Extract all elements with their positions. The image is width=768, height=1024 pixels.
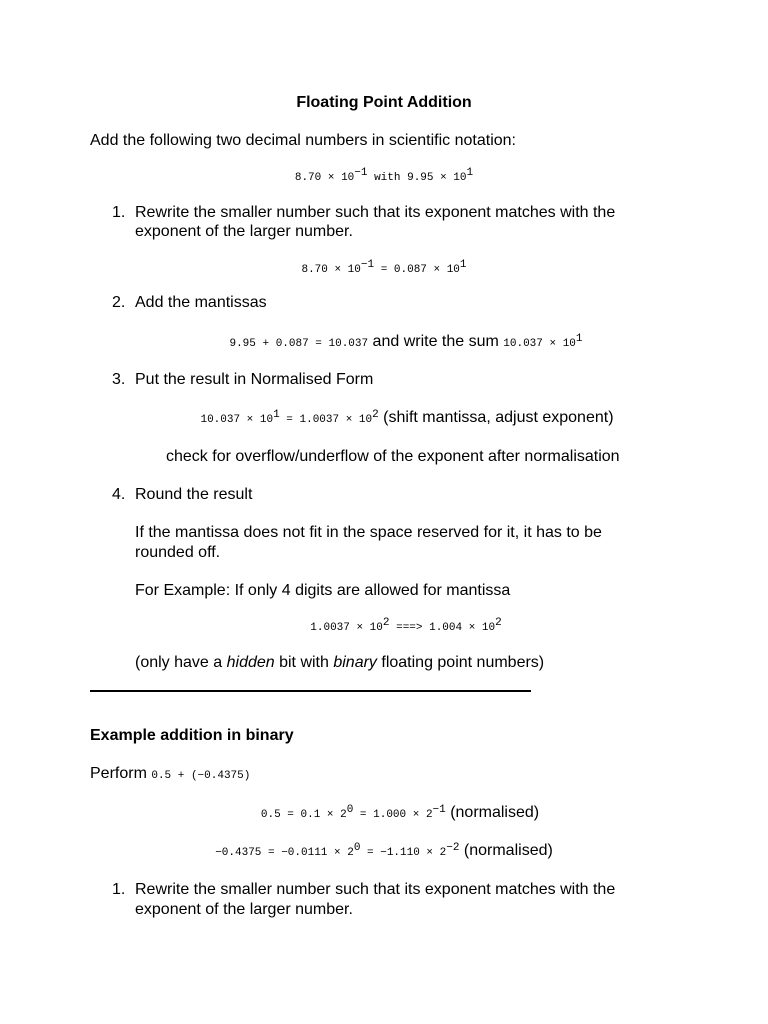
step-2-text: Add the mantissas — [135, 294, 267, 311]
step-4-hidden-bit-note: (only have a hidden bit with binary floating point numbers) — [135, 654, 545, 671]
step-4-paragraph-line2: rounded off. — [135, 544, 221, 561]
step-4-example-text: For Example: If only 4 digits are allowed for mantissa — [135, 582, 511, 599]
step-1-equation: $8.70 \times 10^{-1} = 0.087 \times 10^1$ — [301, 259, 467, 276]
binary-equation-2: $-0.4375 = -0.0111 \times 2^0 = -1.110 \times 2^{-2}$ (normalised) — [215, 842, 553, 859]
binary-equation-1: $0.5 = 0.1 \times 2^0 = 1.000 \times 2^{-1}$ (normalised) — [260, 804, 540, 821]
step-3-text: Put the result in Normalised Form — [135, 371, 374, 388]
binary-step-1-text-line2: exponent of the larger number. — [135, 901, 353, 918]
binary-section-heading: Example addition in binary — [90, 727, 294, 744]
step-4-equation: $1.0037 \times 10^2$ ===> $1.004 \times 10^2$ — [310, 617, 502, 634]
step-1-number: 1. — [112, 204, 126, 221]
step-1-text-line2: exponent of the larger number. — [135, 223, 353, 240]
step-3-equation: $10.037 \times 10^1 = 1.0037 \times 10^2$ (shift mantissa, adjust exponent) — [200, 409, 614, 426]
section-divider — [90, 690, 531, 692]
step-3-check-note: check for overflow/underflow of the exponent after normalisation — [166, 448, 620, 465]
page-title: Floating Point Addition — [296, 94, 472, 111]
example-numbers: $8.70 \times 10^{-1}$ with $9.95 \times 10^1$ — [294, 167, 474, 184]
binary-step-1-text-line1: Rewrite the smaller number such that its exponent matches with the — [135, 881, 616, 898]
step-4-text: Round the result — [135, 486, 253, 503]
step-2-number: 2. — [112, 294, 126, 311]
step-2-equation: 9.95 + 0.087 = 10.037 and write the sum $10.037 \times 10^1$ — [229, 333, 583, 350]
step-4-number: 4. — [112, 486, 126, 503]
step-1-text-line1: Rewrite the smaller number such that its exponent matches with the — [135, 204, 616, 221]
step-4-paragraph-line1: If the mantissa does not fit in the space reserved for it, it has to be — [135, 524, 602, 541]
binary-step-1-number: 1. — [112, 881, 126, 898]
step-3-number: 3. — [112, 371, 126, 388]
binary-perform-line: Perform 0.5 + (−0.4375) — [90, 765, 251, 782]
intro-text: Add the following two decimal numbers in scientific notation: — [90, 132, 516, 149]
